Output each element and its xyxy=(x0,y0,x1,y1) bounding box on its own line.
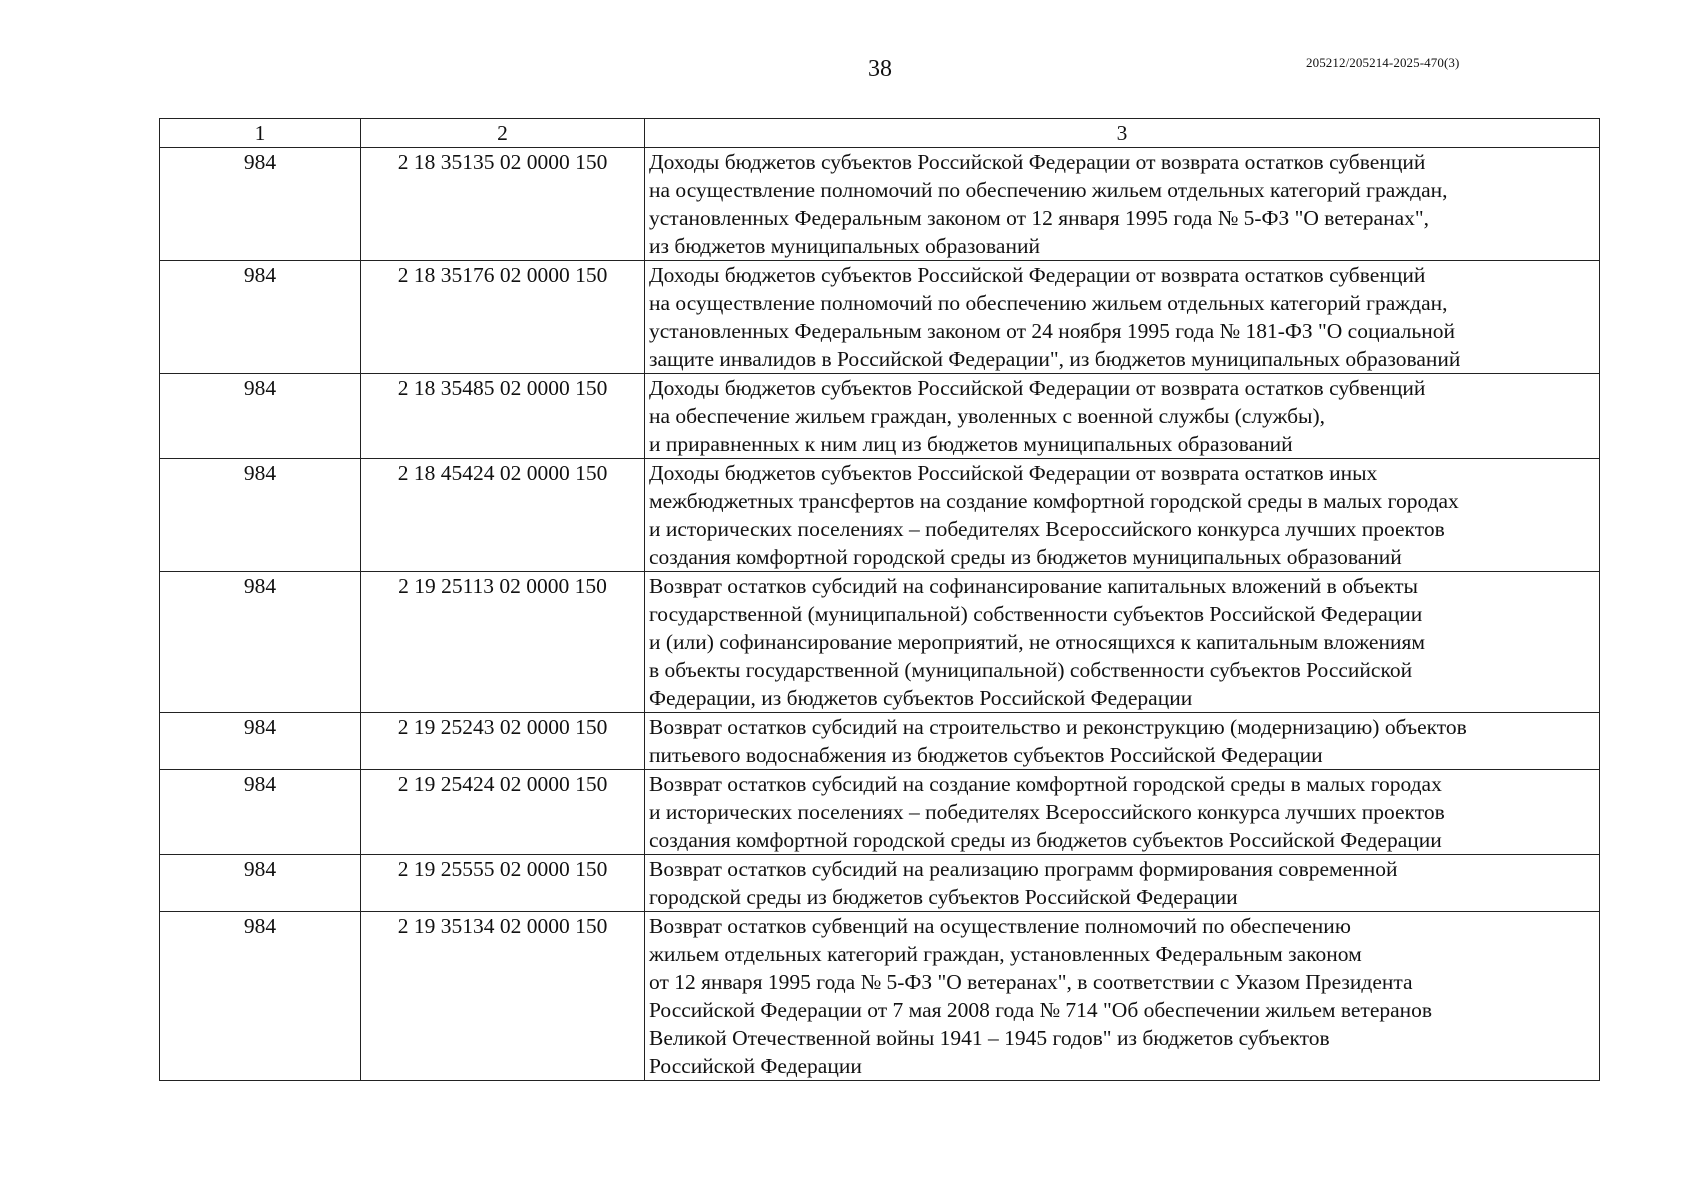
administrator-code-cell: 984 xyxy=(160,713,361,770)
description-cell: Возврат остатков субсидий на создание комфортной городской среды в малых городах и исторических поселениях – победителях Всероссийского конкурса лучших проектов создания комфортной городской среды из бюджетов субъектов Российской Федерации xyxy=(645,770,1600,855)
table-header-row xyxy=(160,119,1600,148)
budget-classification-code-cell: 2 19 25113 02 0000 150 xyxy=(361,572,645,713)
budget-classification-code-cell: 2 18 45424 02 0000 150 xyxy=(361,459,645,572)
document-code: 205212/205214-2025-470(3) xyxy=(1306,55,1460,70)
description-cell: Доходы бюджетов субъектов Российской Федерации от возврата остатков субвенций на осуществление полномочий по обеспечению жильем отдельных категорий граждан, установленных Федеральным законом от 24 ноября 1995 года № 181-ФЗ "О социальной защите инвалидов в Российской Федерации", из бюджетов муниципальных образований xyxy=(645,261,1600,374)
description-cell: Возврат остатков субсидий на софинансирование капитальных вложений в объекты государственной (муниципальной) собственности субъектов Российской Федерации и (или) софинансирование мероприятий, не относящихся к капитальным вложениям в объекты государственной (муниципальной) собственности субъектов Российской Федерации, из бюджетов субъектов Российской Федерации xyxy=(645,572,1600,713)
budget-classification-code-cell: 2 18 35176 02 0000 150 xyxy=(361,261,645,374)
administrator-code-cell: 984 xyxy=(160,572,361,713)
description-cell: Возврат остатков субсидий на реализацию программ формирования современной городской среды из бюджетов субъектов Российской Федерации xyxy=(645,855,1600,912)
table-row xyxy=(160,261,1600,374)
column-header: 1 xyxy=(160,119,361,148)
budget-codes-table xyxy=(159,118,1600,1081)
administrator-code-cell: 984 xyxy=(160,912,361,1081)
page-number: 38 xyxy=(868,56,892,82)
table-row xyxy=(160,770,1600,855)
budget-classification-code-cell: 2 18 35485 02 0000 150 xyxy=(361,374,645,459)
budget-classification-code-cell: 2 19 25243 02 0000 150 xyxy=(361,713,645,770)
column-header: 2 xyxy=(361,119,645,148)
table-row xyxy=(160,148,1600,261)
budget-classification-code-cell: 2 18 35135 02 0000 150 xyxy=(361,148,645,261)
table-row xyxy=(160,912,1600,1081)
description-cell: Возврат остатков субсидий на строительство и реконструкцию (модернизацию) объектов питьевого водоснабжения из бюджетов субъектов Российской Федерации xyxy=(645,713,1600,770)
description-cell: Возврат остатков субвенций на осуществление полномочий по обеспечению жильем отдельных категорий граждан, установленных Федеральным законом от 12 января 1995 года № 5-ФЗ "О ветеранах", в соответствии с Указом Президента Российской Федерации от 7 мая 2008 года № 714 "Об обеспечении жильем ветеранов Великой Отечественной войны 1941 – 1945 годов" из бюджетов субъектов Российской Федерации xyxy=(645,912,1600,1081)
budget-classification-code-cell: 2 19 25424 02 0000 150 xyxy=(361,770,645,855)
administrator-code-cell: 984 xyxy=(160,261,361,374)
table-row xyxy=(160,374,1600,459)
table-row xyxy=(160,572,1600,713)
budget-classification-code-cell: 2 19 25555 02 0000 150 xyxy=(361,855,645,912)
budget-classification-code-cell: 2 19 35134 02 0000 150 xyxy=(361,912,645,1081)
column-header: 3 xyxy=(645,119,1600,148)
administrator-code-cell: 984 xyxy=(160,770,361,855)
description-cell: Доходы бюджетов субъектов Российской Федерации от возврата остатков иных межбюджетных трансфертов на создание комфортной городской среды в малых городах и исторических поселениях – победителях Всероссийского конкурса лучших проектов создания комфортной городской среды из бюджетов муниципальных образований xyxy=(645,459,1600,572)
description-cell: Доходы бюджетов субъектов Российской Федерации от возврата остатков субвенций на обеспечение жильем граждан, уволенных с военной службы (службы), и приравненных к ним лиц из бюджетов муниципальных образований xyxy=(645,374,1600,459)
administrator-code-cell: 984 xyxy=(160,374,361,459)
administrator-code-cell: 984 xyxy=(160,459,361,572)
table-row xyxy=(160,855,1600,912)
administrator-code-cell: 984 xyxy=(160,855,361,912)
description-cell: Доходы бюджетов субъектов Российской Федерации от возврата остатков субвенций на осуществление полномочий по обеспечению жильем отдельных категорий граждан, установленных Федеральным законом от 12 января 1995 года № 5-ФЗ "О ветеранах", из бюджетов муниципальных образований xyxy=(645,148,1600,261)
table-row xyxy=(160,459,1600,572)
table-row xyxy=(160,713,1600,770)
administrator-code-cell: 984 xyxy=(160,148,361,261)
